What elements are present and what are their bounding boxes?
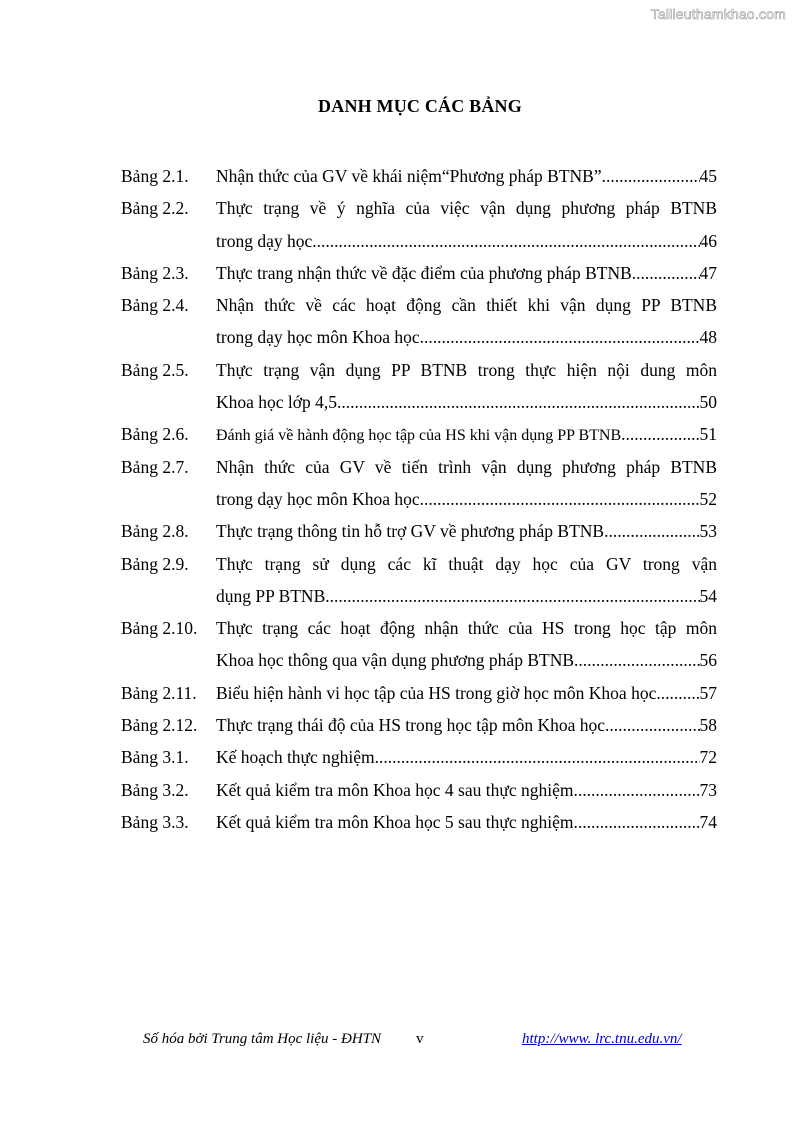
- table-caption: [216, 418, 717, 450]
- toc-entry[interactable]: [121, 774, 717, 806]
- caption-line-with-leader: [216, 644, 717, 676]
- table-label: Bảng 2.3.: [121, 262, 189, 283]
- toc-entry[interactable]: [121, 289, 717, 354]
- dot-leader: [656, 677, 699, 709]
- dot-leader: [602, 160, 700, 192]
- caption-text: Thực trang nhận thức về đặc điểm của phương pháp BTNB: [216, 262, 632, 283]
- page-number: 45: [699, 166, 717, 186]
- table-caption: [216, 515, 717, 547]
- table-caption: [216, 806, 717, 838]
- caption-text: Khoa học lớp 4,5: [216, 392, 338, 413]
- table-label: Bảng 2.9.: [121, 553, 189, 574]
- toc-entry[interactable]: [121, 418, 717, 450]
- table-label: Bảng 2.2.: [121, 198, 189, 219]
- toc-entry[interactable]: [121, 257, 717, 289]
- caption-line: Thực trạng sử dụng các kĩ thuật dạy học của GV trong vận: [216, 553, 717, 574]
- page-number: 73: [699, 779, 717, 800]
- table-caption: [216, 451, 717, 516]
- page-number: 50: [699, 392, 717, 413]
- dot-leader: [574, 644, 700, 676]
- table-label: Bảng 2.12.: [121, 715, 198, 736]
- toc-entry[interactable]: [121, 741, 717, 773]
- caption-text: Kết quả kiểm tra môn Khoa học 5 sau thực nghiệm: [216, 811, 574, 832]
- table-caption: [216, 612, 717, 677]
- table-label: Bảng 2.8.: [121, 521, 189, 542]
- dot-leader: [621, 418, 699, 450]
- caption-line: Nhận thức của GV về tiến trình vận dụng phương pháp BTNB: [216, 456, 717, 477]
- toc-entry[interactable]: [121, 354, 717, 419]
- caption-line-with-leader: [216, 386, 717, 418]
- table-label: Bảng 2.5.: [121, 359, 189, 380]
- toc-entry[interactable]: [121, 192, 717, 257]
- caption-text: Thực trạng thái độ của HS trong học tập môn Khoa học: [216, 715, 606, 736]
- toc-entry[interactable]: [121, 612, 717, 677]
- page-number: 57: [699, 682, 717, 703]
- caption-text: trong dạy học: [216, 230, 313, 251]
- page-number: 46: [699, 230, 717, 251]
- caption-text: Đánh giá về hành động học tập của HS khi vận dụng PP BTNB: [216, 427, 622, 445]
- page-number: 54: [699, 585, 717, 606]
- dot-leader: [573, 806, 699, 838]
- table-label: Bảng 3.2.: [121, 779, 189, 800]
- caption-line: Thực trạng vận dụng PP BTNB trong thực hiện nội dung môn: [216, 359, 717, 380]
- table-caption: [216, 774, 717, 806]
- watermark: Tailieuthamkhao.com: [650, 6, 786, 22]
- page-number: 52: [699, 488, 717, 509]
- table-caption: [216, 709, 717, 741]
- caption-text: dụng PP BTNB: [216, 585, 326, 606]
- toc-entry[interactable]: [121, 806, 717, 838]
- caption-text: Biểu hiện hành vi học tập của HS trong giờ học môn Khoa học: [216, 682, 657, 703]
- table-label: Bảng 2.7.: [121, 456, 189, 477]
- page-number: 72: [699, 747, 717, 768]
- toc-entry[interactable]: [121, 677, 717, 709]
- page-number: 56: [699, 650, 717, 671]
- caption-line-with-leader: [216, 225, 717, 257]
- caption-line-with-leader: [216, 418, 717, 450]
- toc-entry[interactable]: [121, 709, 717, 741]
- table-caption: [216, 548, 717, 613]
- footer-digitization-note: Số hóa bởi Trung tâm Học liệu - ĐHTN: [143, 1031, 382, 1047]
- table-label: Bảng 2.4.: [121, 295, 189, 316]
- caption-line-with-leader: [216, 709, 717, 741]
- table-caption: [216, 160, 717, 192]
- caption-line-with-leader: [216, 515, 717, 547]
- caption-line-with-leader: [216, 806, 717, 838]
- dot-leader: [420, 483, 700, 515]
- dot-leader: [337, 386, 699, 418]
- page-number: 58: [699, 715, 717, 736]
- caption-line: Thực trạng về ý nghĩa của việc vận dụng phương pháp BTNB: [216, 198, 717, 219]
- dot-leader: [375, 741, 700, 773]
- page-number: 53: [699, 521, 717, 542]
- caption-text: trong dạy học môn Khoa học: [216, 488, 420, 509]
- table-caption: [216, 677, 717, 709]
- caption-line: Nhận thức về các hoạt động cần thiết khi vận dụng PP BTNB: [216, 295, 717, 316]
- caption-line-with-leader: [216, 257, 717, 289]
- table-caption: [216, 354, 717, 419]
- toc-entry[interactable]: [121, 160, 717, 192]
- caption-line-with-leader: [216, 741, 717, 773]
- caption-text: Thực trạng thông tin hỗ trợ GV về phương pháp BTNB: [216, 521, 605, 542]
- dot-leader: [604, 515, 699, 547]
- table-label: Bảng 2.10.: [121, 618, 198, 639]
- page-number: 74: [699, 811, 717, 832]
- table-label: Bảng 3.1.: [121, 747, 189, 768]
- toc-entry[interactable]: [121, 515, 717, 547]
- table-label: Bảng 2.1.: [121, 166, 189, 186]
- dot-leader: [605, 709, 699, 741]
- dot-leader: [325, 580, 699, 612]
- dot-leader: [632, 257, 700, 289]
- caption-text: Nhận thức của GV về khái niệm“Phương pháp BTNB”: [216, 166, 602, 186]
- table-caption: [216, 192, 717, 257]
- page-number: 48: [699, 327, 717, 348]
- page-title: DANH MỤC CÁC BẢNG: [318, 96, 522, 116]
- caption-text: trong dạy học môn Khoa học: [216, 327, 420, 348]
- caption-line-with-leader: [216, 774, 717, 806]
- table-label: Bảng 2.11.: [121, 682, 197, 703]
- table-list: [121, 160, 717, 838]
- page-number: 47: [699, 262, 717, 283]
- table-label: Bảng 3.3.: [121, 811, 189, 832]
- caption-line-with-leader: [216, 677, 717, 709]
- dot-leader: [312, 225, 699, 257]
- caption-line-with-leader: [216, 321, 717, 353]
- caption-text: Kế hoạch thực nghiệm: [216, 747, 375, 768]
- toc-entry[interactable]: [121, 548, 717, 613]
- toc-entry[interactable]: [121, 451, 717, 516]
- dot-leader: [573, 774, 699, 806]
- caption-text: Khoa học thông qua vận dụng phương pháp BTNB: [216, 650, 574, 671]
- caption-line-with-leader: [216, 483, 717, 515]
- dot-leader: [420, 321, 700, 353]
- table-caption: [216, 257, 717, 289]
- table-label: Bảng 2.6.: [121, 424, 189, 445]
- footer-url-link[interactable]: http://www. lrc.tnu.edu.vn/: [522, 1031, 682, 1047]
- caption-line-with-leader: [216, 160, 717, 192]
- caption-line: Thực trạng các hoạt động nhận thức của HS trong học tập môn: [216, 618, 717, 639]
- caption-text: Kết quả kiểm tra môn Khoa học 4 sau thực nghiệm: [216, 779, 574, 800]
- caption-line-with-leader: [216, 580, 717, 612]
- table-caption: [216, 289, 717, 354]
- footer-page-number: v: [416, 1031, 424, 1047]
- page-number: 51: [699, 424, 717, 445]
- table-caption: [216, 741, 717, 773]
